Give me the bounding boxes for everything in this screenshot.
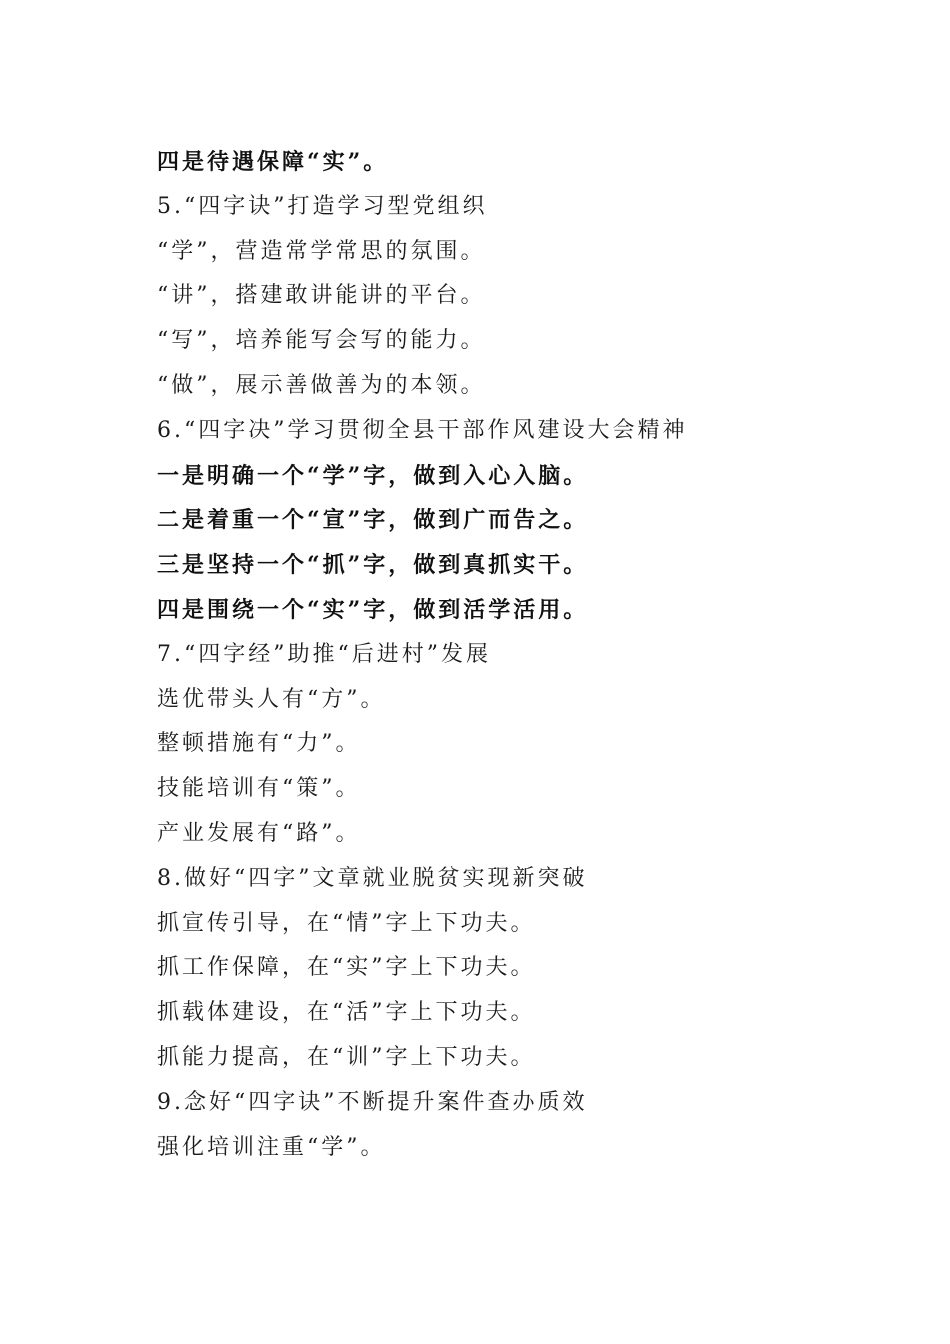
text-line: “讲”，搭建敢讲能讲的平台。: [157, 283, 486, 309]
text-line: 抓能力提高，在“训”字上下功夫。: [157, 1044, 536, 1070]
emphasized-text-line: 四是围绕一个“实”字，做到活学活用。: [157, 596, 589, 623]
emphasized-text-line: 二是着重一个“宣”字，做到广而告之。: [157, 507, 589, 534]
text-line: 抓工作保障，在“实”字上下功夫。: [157, 955, 536, 981]
emphasized-text-line: 三是坚持一个“抓”字，做到真抓实干。: [157, 552, 589, 579]
text-line: 整顿措施有“力”。: [157, 731, 361, 757]
text-line: 9.念好“四字诀”不断提升案件查办质效: [157, 1089, 588, 1115]
text-line: 7.“四字经”助推“后进村”发展: [157, 641, 491, 667]
text-line: 产业发展有“路”。: [157, 820, 361, 846]
text-line: 抓载体建设，在“活”字上下功夫。: [157, 1000, 536, 1026]
text-line: 8.做好“四字”文章就业脱贫实现新突破: [157, 865, 588, 891]
text-line: 技能培训有“策”。: [157, 776, 361, 802]
emphasized-text-line: 四是待遇保障“实”。: [157, 149, 389, 175]
text-line: 选优带头人有“方”。: [157, 686, 386, 712]
text-line: “写”，培养能写会写的能力。: [157, 328, 486, 354]
text-line: 强化培训注重“学”。: [157, 1134, 386, 1160]
text-line: 6.“四字决”学习贯彻全县干部作风建设大会精神: [157, 417, 688, 443]
emphasized-text-line: 一是明确一个“学”字，做到入心入脑。: [157, 462, 589, 489]
text-line: “学”，营造常学常思的氛围。: [157, 238, 486, 264]
document-body: [157, 140, 857, 1170]
text-line: “做”，展示善做善为的本领。: [157, 372, 486, 398]
text-line: 5.“四字诀”打造学习型党组织: [157, 193, 488, 219]
text-line: 抓宣传引导，在“情”字上下功夫。: [157, 910, 536, 936]
